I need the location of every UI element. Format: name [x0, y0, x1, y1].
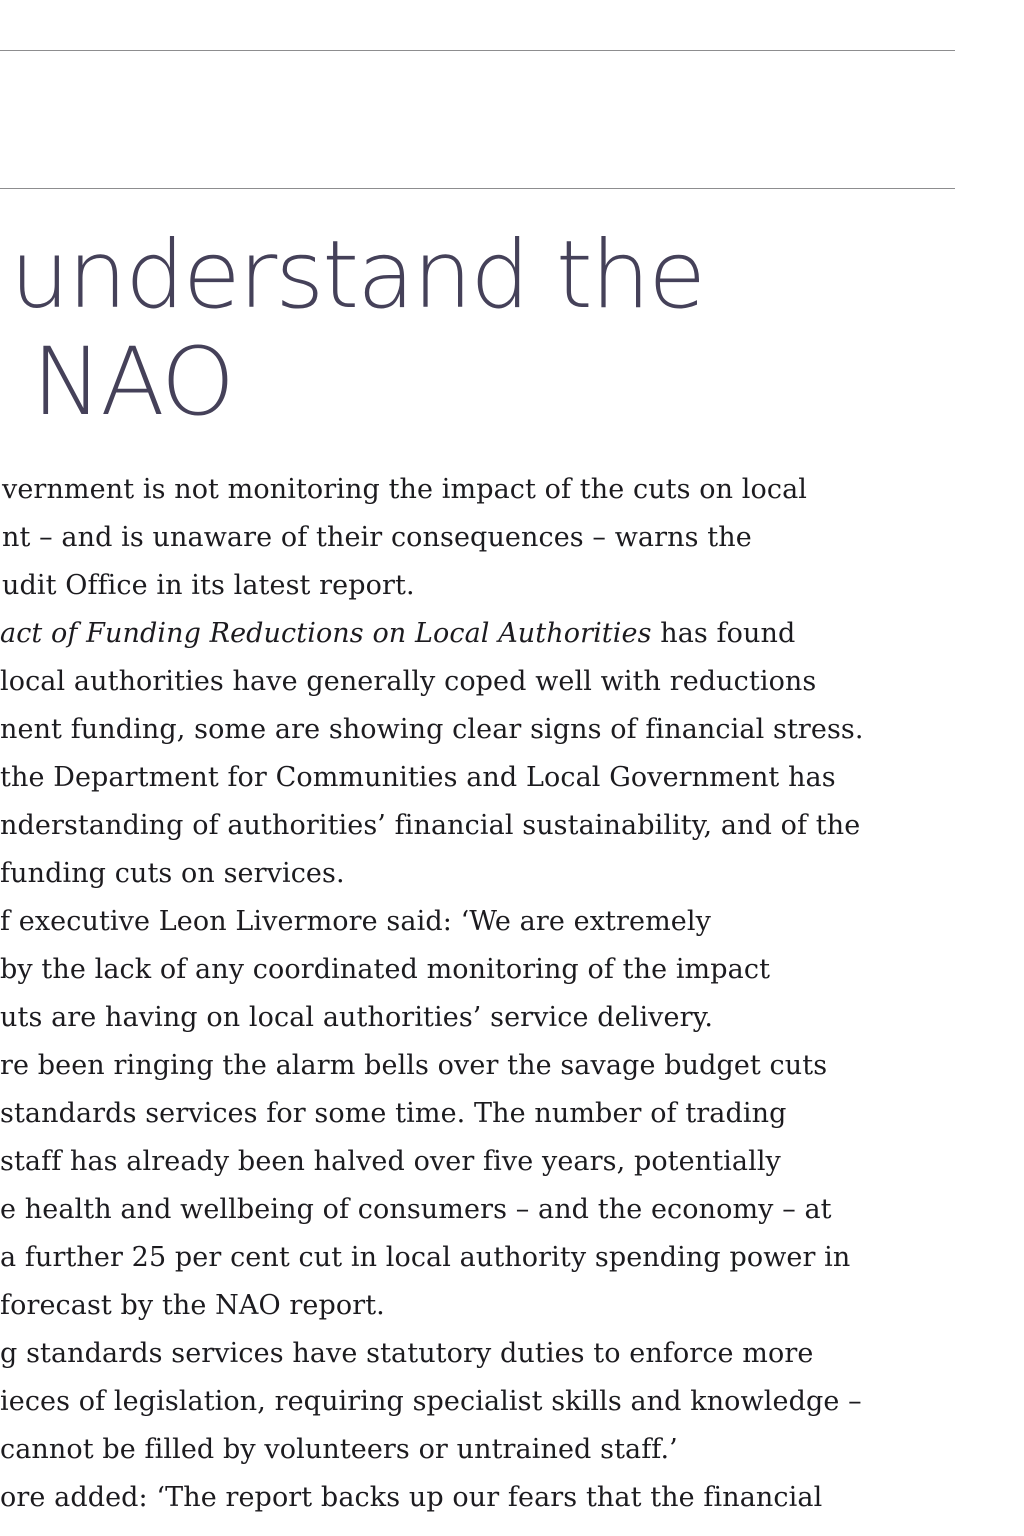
headline-line-2: NAO — [32, 328, 233, 437]
body-line — [0, 610, 955, 658]
top-rule — [0, 50, 955, 51]
body-line: ieces of legislation, requiring specialist skills and knowledge – — [0, 1386, 862, 1417]
body-line: funding cuts on services. — [0, 858, 345, 889]
body-line: uts are having on local authorities’ service delivery. — [0, 1002, 714, 1033]
body-line: ore added: ‘The report backs up our fears that the financial — [0, 1482, 823, 1513]
body-line: vernment is not monitoring the impact of the cuts on local — [2, 474, 808, 505]
body-line: forecast by the NAO report. — [0, 1290, 385, 1321]
body-line: local authorities have generally coped well with reductions — [0, 666, 817, 697]
headline-line-1: understand the — [10, 221, 705, 330]
body-line: a further 25 per cent cut in local authority spending power in — [0, 1242, 851, 1273]
body-line: f executive Leon Livermore said: ‘We are extremely — [0, 906, 711, 937]
body-line: re been ringing the alarm bells over the savage budget cuts — [0, 1050, 828, 1081]
body-line: udit Office in its latest report. — [2, 570, 415, 601]
article-headline — [0, 222, 960, 436]
body-line: nderstanding of authorities’ financial sustainability, and of the — [0, 810, 861, 841]
body-line: by the lack of any coordinated monitoring of the impact — [0, 954, 771, 985]
body-line: the Department for Communities and Local Government has — [0, 762, 836, 793]
body-text: has found — [660, 618, 796, 649]
article-body — [0, 466, 955, 1522]
body-line: staff has already been halved over five years, potentially — [0, 1146, 781, 1177]
report-title: act of Funding Reductions on Local Authorities — [0, 618, 652, 649]
body-line: nt – and is unaware of their consequences – warns the — [2, 522, 752, 553]
body-line: nent funding, some are showing clear signs of financial stress. — [0, 714, 864, 745]
body-line: cannot be filled by volunteers or untrained staff.’ — [0, 1434, 678, 1465]
body-line: e health and wellbeing of consumers – and the economy – at — [0, 1194, 832, 1225]
header-rule — [0, 188, 955, 189]
body-line: g standards services have statutory duties to enforce more — [0, 1338, 814, 1369]
body-line: standards services for some time. The number of trading — [0, 1098, 787, 1129]
